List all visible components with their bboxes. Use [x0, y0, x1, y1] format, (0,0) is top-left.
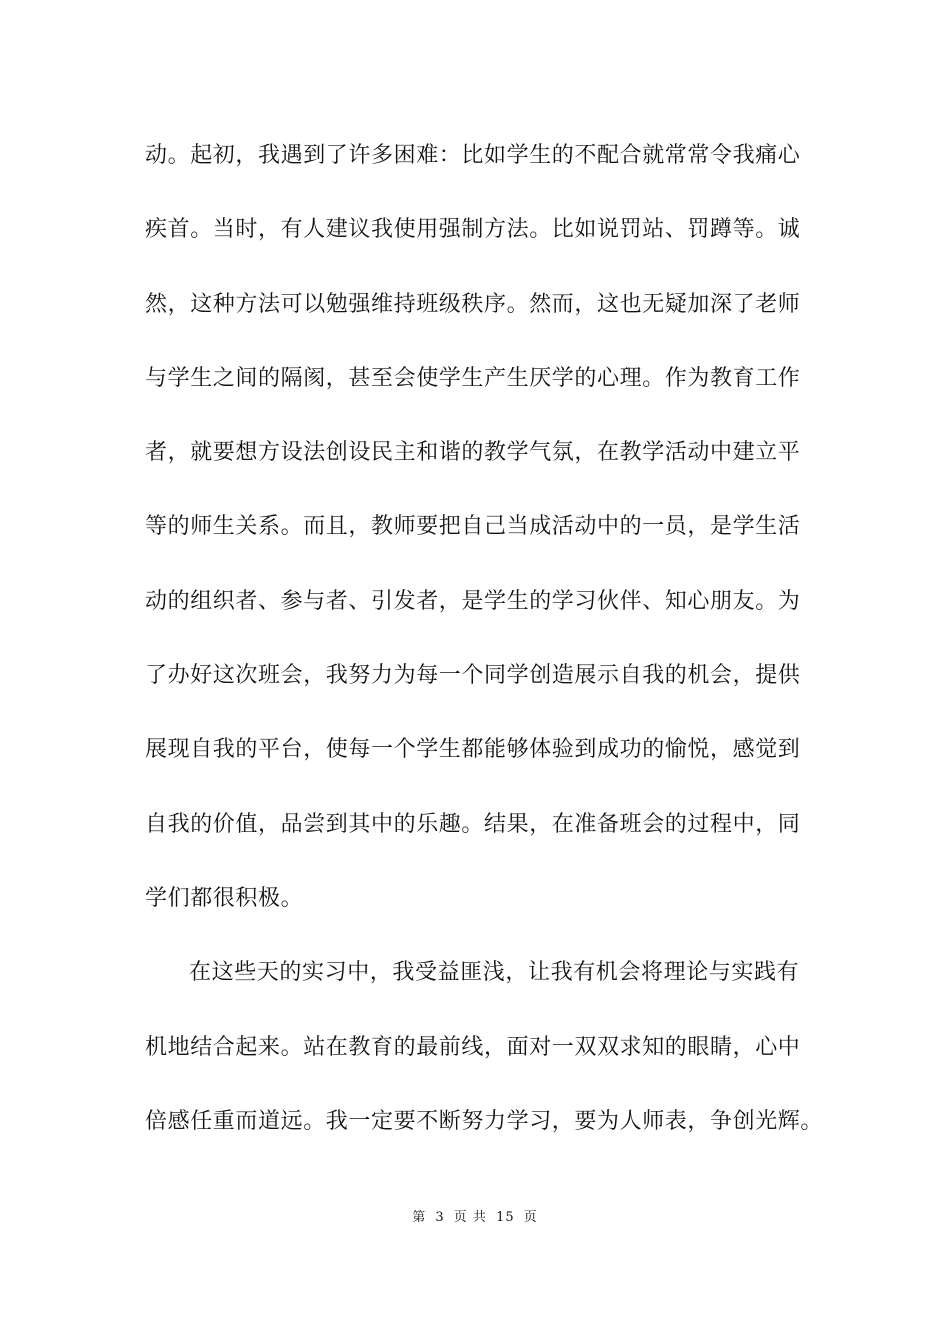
body-text [145, 133, 824, 1173]
current-page-number: 3 [435, 1210, 445, 1225]
text-line: 者，就要想方设法创设民主和谐的教学气氛，在教学活动中建立平 [145, 440, 801, 466]
text-line: 倍感任重而道远。我一定要不断努力学习，要为人师表，争创光辉。 [145, 1108, 824, 1134]
page-footer [0, 1208, 950, 1228]
paragraph-start-line: 在这些天的实习中，我受益匪浅，让我有机会将理论与实践有 [189, 960, 800, 986]
text-line: 了办好这次班会，我努力为每一个同学创造展示自我的机会，提供 [145, 663, 801, 689]
text-line: 动。起初，我遇到了许多困难：比如学生的不配合就常常令我痛心 [145, 143, 801, 168]
text-line: 与学生之间的隔阂，甚至会使学生产生厌学的心理。作为教育工作 [145, 365, 801, 391]
text-line: 等的师生关系。而且，教师要把自己当成活动中的一员，是学生活 [145, 514, 801, 540]
text-line: 学们都很积极。 [145, 885, 304, 911]
total-pages-number: 15 [496, 1210, 515, 1225]
text-line: 展现自我的平台，使每一个学生都能够体验到成功的愉悦，感觉到 [145, 737, 801, 763]
text-line: 自我的价值，品尝到其中的乐趣。结果，在准备班会的过程中，同 [145, 811, 801, 837]
footer-middle: 页 共 [453, 1210, 487, 1225]
text-line: 疾首。当时，有人建议我使用强制方法。比如说罚站、罚蹲等。诚 [145, 217, 801, 243]
text-line: 然，这种方法可以勉强维持班级秩序。然而，这也无疑加深了老师 [145, 291, 801, 317]
text-line: 机地结合起来。站在教育的最前线，面对一双双求知的眼睛，心中 [145, 1034, 801, 1060]
footer-suffix: 页 [523, 1210, 538, 1225]
text-line: 动的组织者、参与者、引发者，是学生的学习伙伴、知心朋友。为 [145, 588, 801, 614]
footer-prefix: 第 [412, 1210, 427, 1225]
